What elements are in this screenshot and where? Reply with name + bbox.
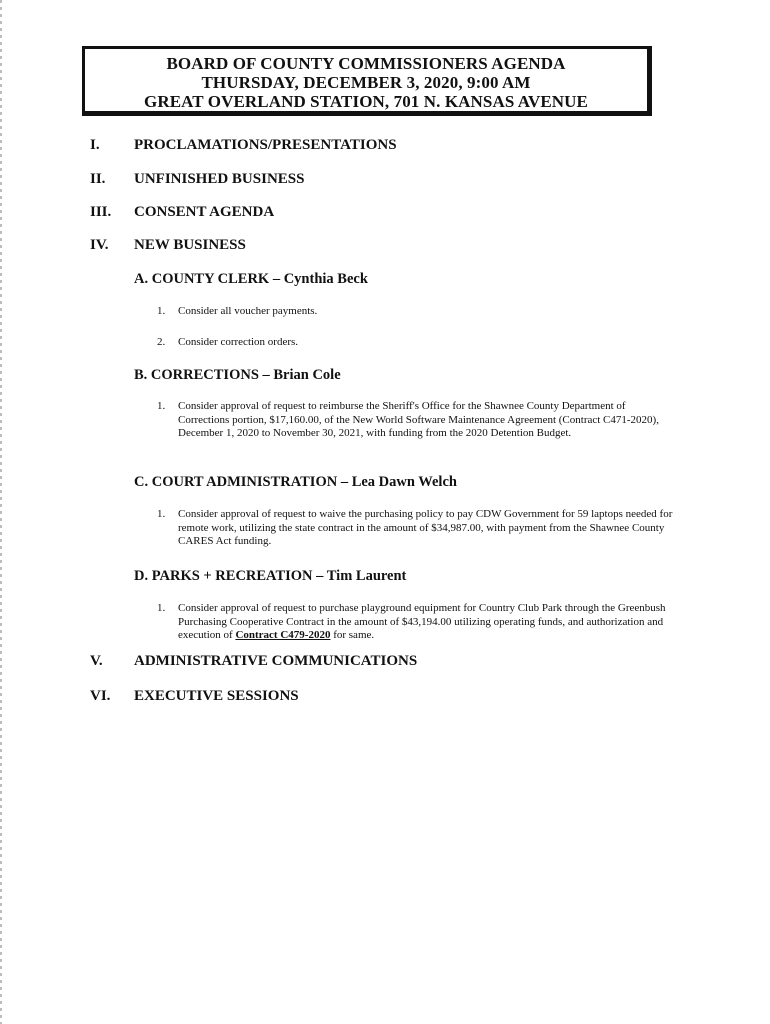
item-text: Consider correction orders.	[178, 336, 299, 348]
item-text: Consider approval of request to reimburse the Sheriff's Office for the Shawnee County Department of Corrections portion, $17,160.00, of the New World Software Maintenance Agreement (Contract C471-2020), December 1, 2020 to November 30, 2021, with funding from the 2020 Detention Budget.	[178, 400, 659, 439]
scan-edge	[0, 0, 2, 1024]
item-number: 2.	[157, 336, 166, 348]
subsection-county-clerk: A. COUNTY CLERK – Cynthia Beck	[134, 271, 368, 287]
section-title: CONSENT AGENDA	[134, 204, 275, 220]
section-numeral: VI.	[90, 688, 111, 704]
contract-reference: Contract C479-2020	[235, 629, 331, 641]
section-numeral: III.	[90, 204, 112, 220]
section-title: UNFINISHED BUSINESS	[134, 171, 305, 187]
section-numeral: II.	[90, 171, 106, 187]
agenda-header	[82, 46, 652, 116]
item-number: 1.	[157, 508, 166, 520]
item-text	[178, 602, 678, 643]
item-number: 1.	[157, 400, 166, 412]
header-location: GREAT OVERLAND STATION, 701 N. KANSAS AVENUE	[144, 92, 588, 111]
header-date: THURSDAY, DECEMBER 3, 2020, 9:00 AM	[201, 73, 531, 92]
header-title: BOARD OF COUNTY COMMISSIONERS AGENDA	[166, 54, 566, 73]
section-numeral: IV.	[90, 237, 109, 253]
section-title: PROCLAMATIONS/PRESENTATIONS	[134, 137, 397, 153]
section-numeral: V.	[90, 653, 103, 669]
subsection-parks-recreation: D. PARKS + RECREATION – Tim Laurent	[134, 568, 407, 584]
item-text: Consider all voucher payments.	[178, 305, 318, 317]
item-text-before: Consider approval of request to purchase playground equipment for Country Club Park through the Greenbush Purchasing Cooperative Contract in the amount of $43,194.00 utilizing operating funds, and authorization and execution of	[178, 602, 666, 641]
section-title: EXECUTIVE SESSIONS	[134, 688, 299, 704]
item-text-after: for same.	[330, 629, 375, 641]
section-title: NEW BUSINESS	[134, 237, 246, 253]
subsection-corrections: B. CORRECTIONS – Brian Cole	[134, 367, 341, 383]
section-title: ADMINISTRATIVE COMMUNICATIONS	[134, 653, 418, 669]
section-numeral: I.	[90, 137, 100, 153]
item-text: Consider approval of request to waive the purchasing policy to pay CDW Government for 59 laptops needed for remote work, utilizing the state contract in the amount of $34,987.00, with payment from the Shawnee County CARES Act funding.	[178, 508, 673, 547]
item-number: 1.	[157, 305, 166, 317]
item-number: 1.	[157, 602, 166, 614]
subsection-court-administration: C. COURT ADMINISTRATION – Lea Dawn Welch	[134, 474, 457, 490]
